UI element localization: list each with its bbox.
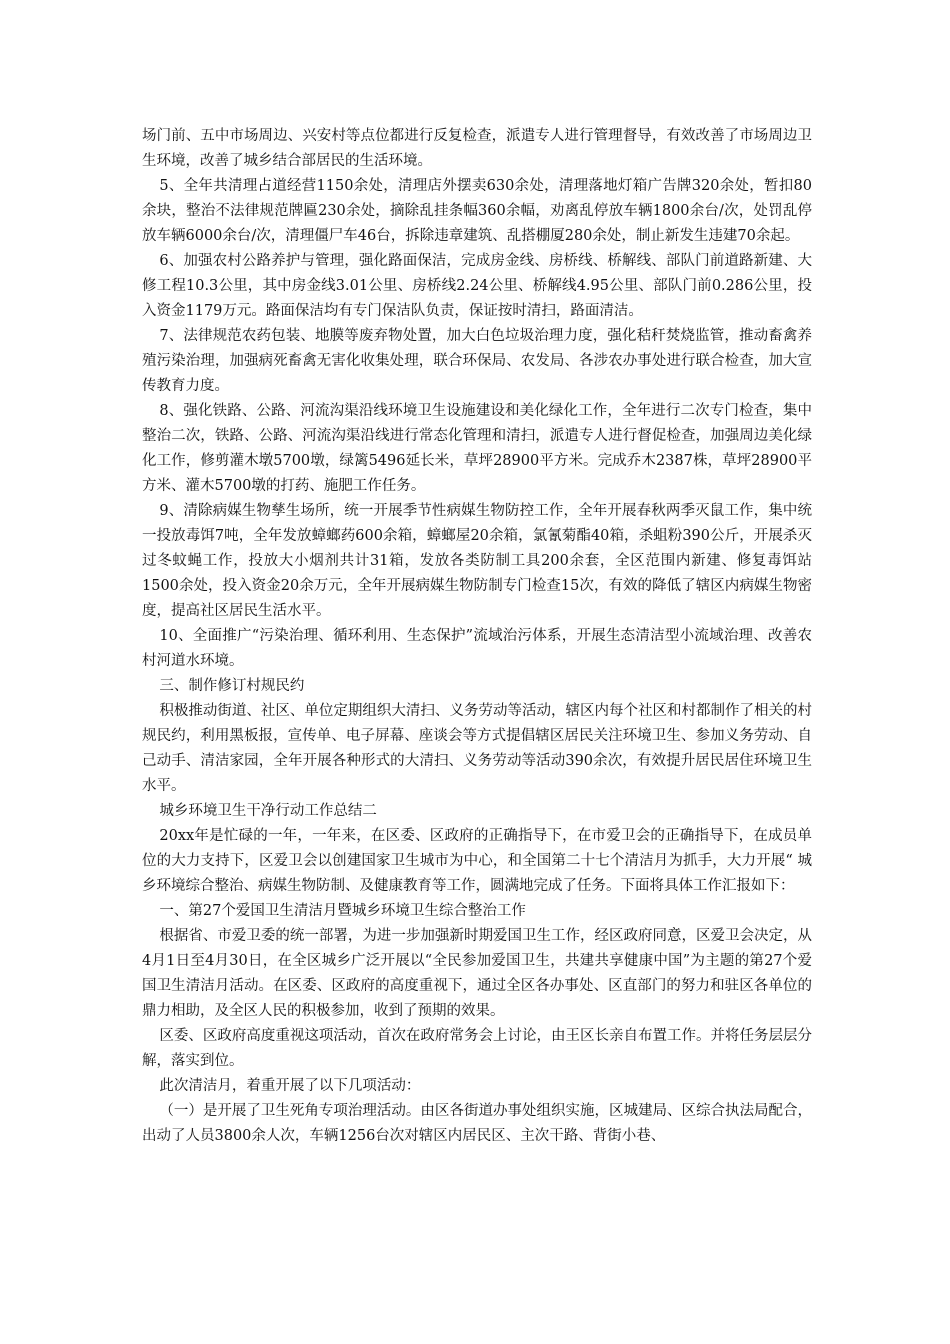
document-subtitle-summary-two: 城乡环境卫生干净行动工作总结二 bbox=[159, 803, 377, 819]
paragraph-item-8: 8、强化铁路、公路、河流沟渠沿线环境卫生设施建设和美化绿化工作，全年进行二次专门检查，集中整治二次，铁路、公路、河流沟渠沿线进行常态化管理和清扫，派遣专人进行督促检查，加强周边美化绿化工作，修剪灌木墩5700墩，绿篱5496延长米，草坪28900平方米。完成乔木2387株，草坪28900平方米、灌木5700墩的打药、施肥工作任务。 bbox=[142, 403, 812, 494]
paragraph-item-10: 10、全面推广“污染治理、循环利用、生态保护”流域治污体系，开展生态清洁型小流域治理、改善农村河道水环境。 bbox=[142, 628, 812, 669]
paragraph-village-rules: 积极推动街道、社区、单位定期组织大清扫、义务劳动等活动，辖区内每个社区和村都制作了相关的村规民约，利用黑板报，宣传单、电子屏幕、座谈会等方式提倡辖区居民关注环境卫生、参加义务劳动、自己动手、清洁家园，全年开展各种形式的大清扫、义务劳动等活动390余次，有效提升居民居住环境卫生水平。 bbox=[142, 703, 812, 794]
paragraph-item-7: 7、法律规范农药包装、地膜等废弃物处置，加大白色垃圾治理力度，强化秸秆焚烧监管，推动畜禽养殖污染治理，加强病死畜禽无害化收集处理，联合环保局、农发局、各涉农办事处进行联合检查，加大宣传教育力度。 bbox=[142, 328, 812, 394]
paragraph-activities-intro: 此次清洁月，着重开展了以下几项活动： bbox=[159, 1078, 421, 1094]
paragraph-item-9: 9、清除病媒生物孳生场所，统一开展季节性病媒生物防控工作，全年开展春秋两季灭鼠工作，集中统一投放毒饵7吨，全年发放蟑螂药600余箱，蟑螂屋20余箱，氯氰菊酯40箱，杀蛆粉390公斤，开展杀灭过冬蚊蝇工作，投放大小烟剂共计31箱，发放各类防制工具200余套，全区范围内新建、修复毒饵站1500余处，投入资金20余万元，全年开展病媒生物防制专门检查15次，有效的降低了辖区内病媒生物密度，提高社区居民生活水平。 bbox=[142, 503, 812, 619]
paragraph-government-attention: 区委、区政府高度重视这项活动，首次在政府常务会上讨论，由王区长亲自布置工作。并将任务层层分解，落实到位。 bbox=[142, 1028, 812, 1069]
paragraph-item-5: 5、全年共清理占道经营1150余处，清理店外摆卖630余处，清理落地灯箱广告牌320余处，暂扣80余块，整治不法律规范牌匾230余处，摘除乱挂条幅360余幅，劝离乱停放车辆1800余台/次，处罚乱停放车辆6000余台/次，清理僵尸车46台，拆除违章建筑、乱搭棚厦280余处，制止新发生违建70余起。 bbox=[142, 178, 812, 244]
paragraph-summary-intro: 20xx年是忙碌的一年，一年来，在区委、区政府的正确指导下，在市爱卫会的正确指导下，在成员单位的大力支持下，区爱卫会以创建国家卫生城市为中心，和全国第二十七个清洁月为抓手，大力开展“ 城乡环境综合整治、病媒生物防制、及健康教育等工作，圆满地完成了任务。下面将具体工作汇报如下： bbox=[142, 828, 812, 894]
paragraph-activity-one: （一）是开展了卫生死角专项治理活动。由区各街道办事处组织实施，区城建局、区综合执法局配合，出动了人员3800余人次，车辆1256台次对辖区内居民区、主次干路、背街小巷、 bbox=[142, 1103, 812, 1144]
section-heading-cleaning-month: 一、第27个爱国卫生清洁月暨城乡环境卫生综合整治工作 bbox=[159, 903, 526, 919]
document-body bbox=[142, 124, 812, 1149]
paragraph-continued-market: 场门前、五中市场周边、兴安村等点位都进行反复检查，派遣专人进行管理督导，有效改善了市场周边卫生环境，改善了城乡结合部居民的生活环境。 bbox=[142, 128, 812, 169]
paragraph-item-6: 6、加强农村公路养护与管理，强化路面保洁，完成房金线、房桥线、桥解线、部队门前道路新建、大修工程10.3公里，其中房金线3.01公里、房桥线2.24公里、桥解线4.95公里、部队门前0.286公里，投入资金1179万元。路面保洁均有专门保洁队负责，保证按时清扫，路面清洁。 bbox=[142, 253, 812, 319]
paragraph-cleaning-month: 根据省、市爱卫委的统一部署，为进一步加强新时期爱国卫生工作，经区政府同意，区爱卫会决定，从4月1日至4月30日，在全区城乡广泛开展以“全民参加爱国卫生，共建共享健康中国”为主题的第27个爱国卫生清洁月活动。在区委、区政府的高度重视下，通过全区各办事处、区直部门的努力和驻区各单位的鼎力相助，及全区人民的积极参加，收到了预期的效果。 bbox=[142, 928, 812, 1019]
section-heading-village-rules: 三、制作修订村规民约 bbox=[159, 678, 305, 694]
